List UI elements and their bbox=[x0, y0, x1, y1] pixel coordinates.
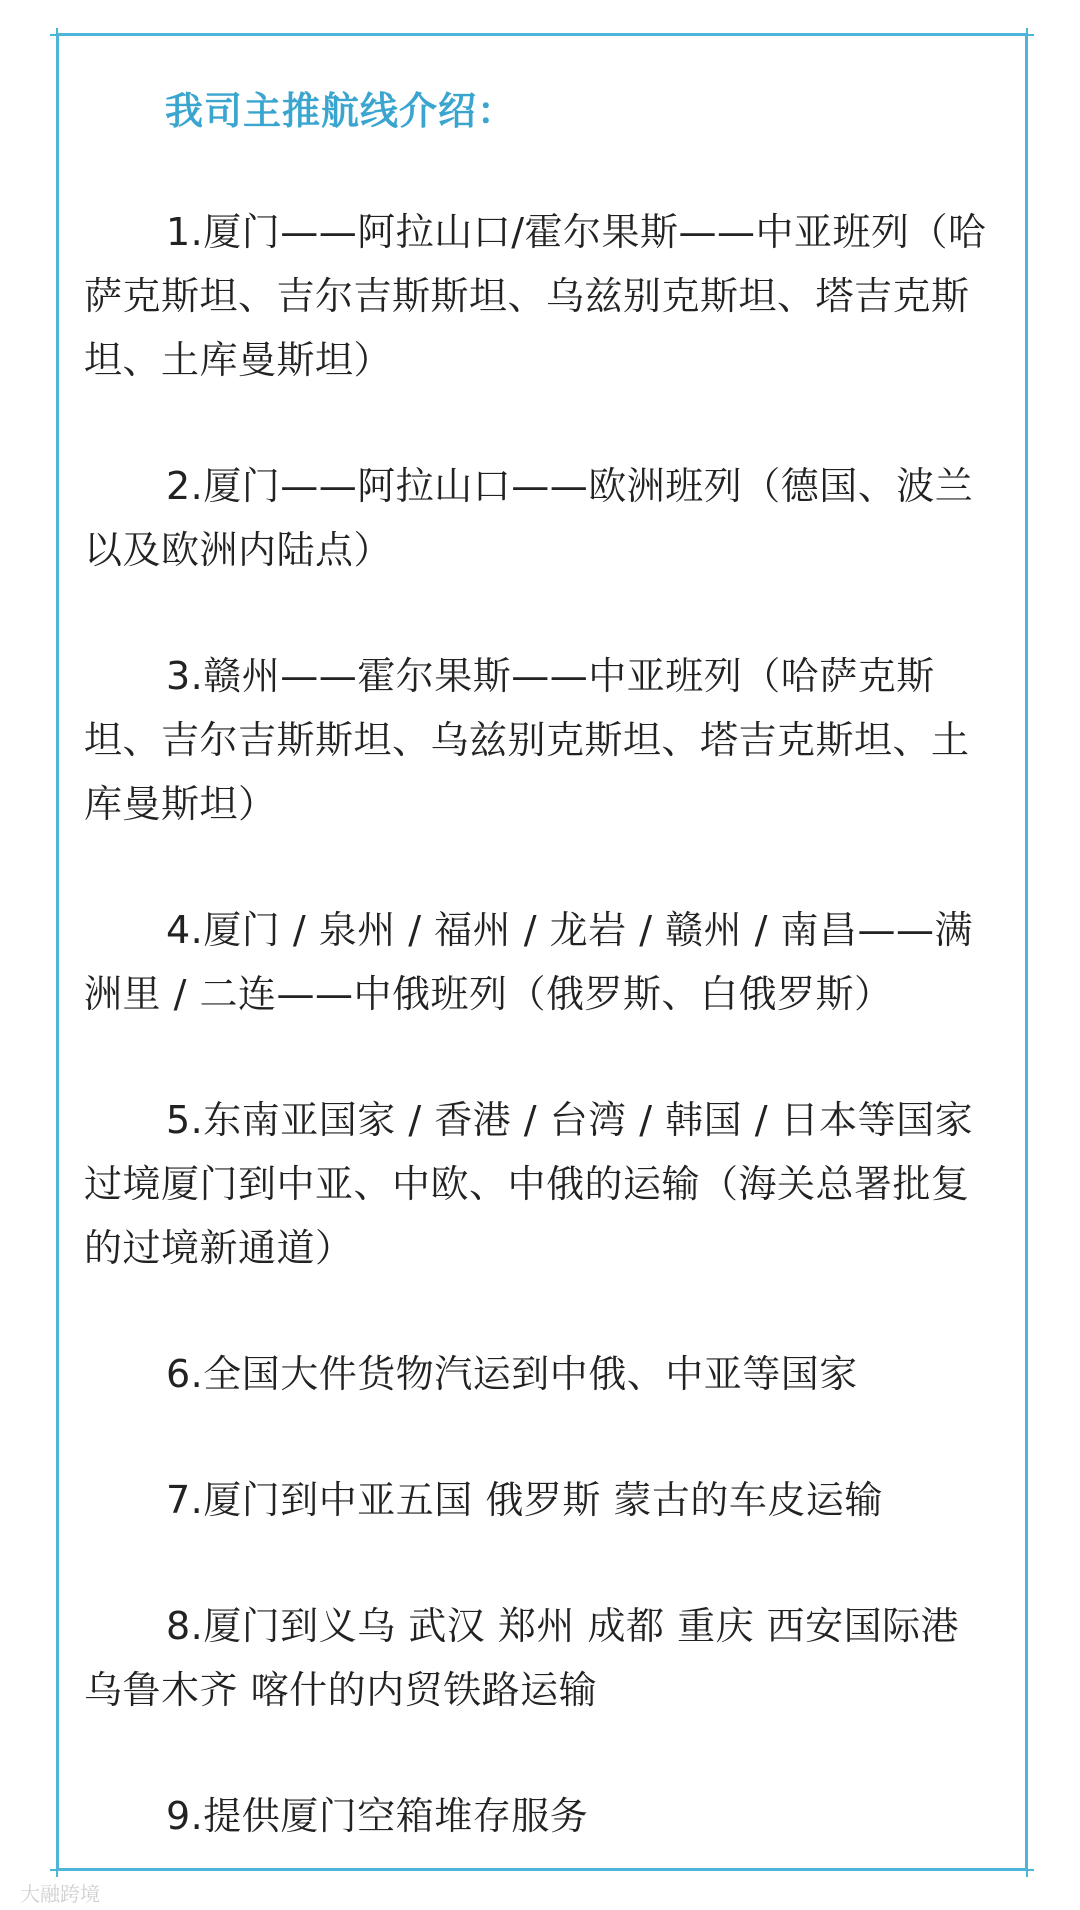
route-item-7: 7.厦门到中亚五国 俄罗斯 蒙古的车皮运输 bbox=[166, 1478, 883, 1522]
frame-left-border bbox=[56, 36, 59, 1868]
route-item-8: 8.厦门到义乌 武汉 郑州 成都 重庆 西安国际港 乌鲁木齐 喀什的内贸铁路运输 bbox=[84, 1604, 960, 1712]
corner-plus-icon bbox=[50, 28, 64, 42]
route-item-9: 9.提供厦门空箱堆存服务 bbox=[166, 1794, 589, 1838]
frame-top-border bbox=[58, 33, 1026, 36]
frame-right-border bbox=[1025, 36, 1028, 1868]
route-item-4: 4.厦门 / 泉州 / 福州 / 龙岩 / 赣州 / 南昌——满洲里 / 二连——中俄班列（俄罗斯、白俄罗斯） bbox=[84, 908, 974, 1016]
watermark: 大融跨境 bbox=[20, 1882, 100, 1906]
page-title: 我司主推航线介绍： bbox=[165, 89, 517, 133]
route-item-2: 2.厦门——阿拉山口——欧洲班列（德国、波兰以及欧洲内陆点） bbox=[84, 464, 974, 572]
corner-plus-icon bbox=[1020, 1863, 1034, 1877]
route-list bbox=[84, 200, 1002, 1910]
route-item-1: 1.厦门——阿拉山口/霍尔果斯——中亚班列（哈萨克斯坦、吉尔吉斯斯坦、乌兹别克斯坦、塔吉克斯坦、土库曼斯坦） bbox=[84, 210, 987, 382]
corner-plus-icon bbox=[50, 1863, 64, 1877]
corner-plus-icon bbox=[1020, 28, 1034, 42]
route-item-5: 5.东南亚国家 / 香港 / 台湾 / 韩国 / 日本等国家过境厦门到中亚、中欧、中俄的运输（海关总署批复的过境新通道） bbox=[84, 1098, 974, 1270]
route-item-6: 6.全国大件货物汽运到中俄、中亚等国家 bbox=[166, 1352, 858, 1396]
route-item-3: 3.赣州——霍尔果斯——中亚班列（哈萨克斯坦、吉尔吉斯斯坦、乌兹别克斯坦、塔吉克斯坦、土库曼斯坦） bbox=[84, 654, 970, 826]
